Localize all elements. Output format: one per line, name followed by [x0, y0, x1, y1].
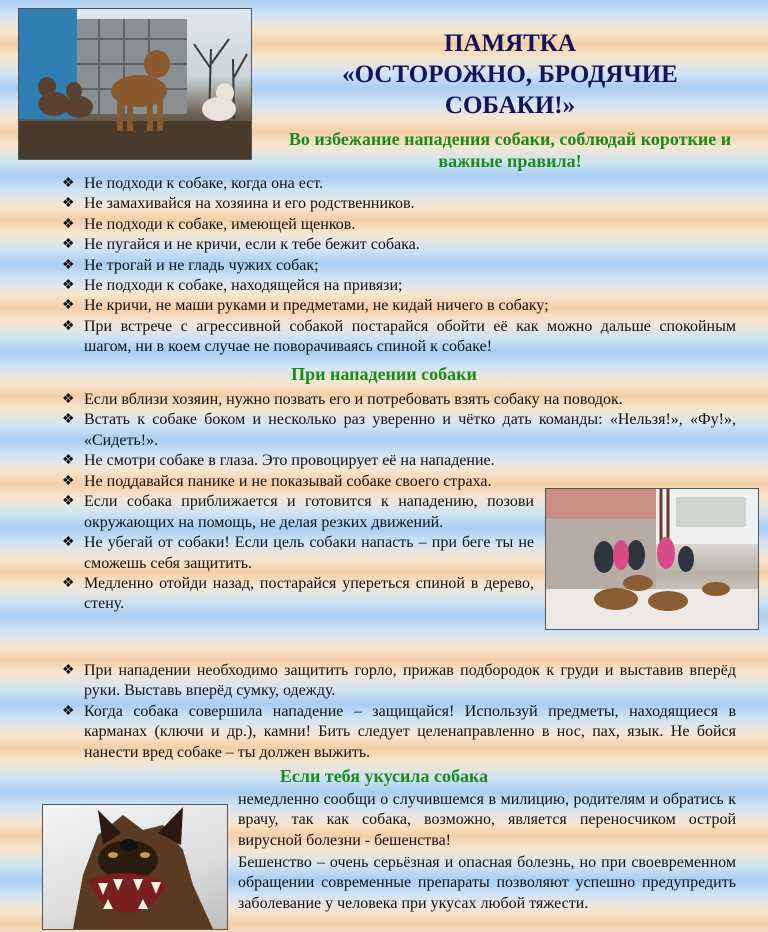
bullet-icon: ❖	[62, 703, 75, 719]
list-item: ❖ Не подходи к собаке, находящейся на привязи;	[62, 276, 736, 296]
list-item: ❖ При нападении необходимо защитить горло, прижав подбородок к груди и выставив вперёд руки. Выставь вперёд сумку, одежду.	[62, 662, 736, 700]
bullet-icon: ❖	[62, 392, 75, 407]
bullet-icon: ❖	[62, 216, 75, 232]
list-item: ❖ Если вблизи хозяин, нужно позвать его и потребовать взять собаку на поводок.	[62, 390, 736, 410]
list-item: ❖ При встрече с агрессивной собакой постарайся обойти её как можно дальше спокойным шагом, ни в коем случае не поворачиваясь спиной к собаке!	[62, 317, 736, 356]
attack-heading: При нападении собаки	[291, 364, 477, 384]
bullet-icon: ❖	[62, 474, 75, 489]
stray-dogs-photo	[18, 8, 252, 160]
bullet-icon: ❖	[62, 412, 75, 428]
list-item: ❖ Медленно отойди назад, постарайся упереться спиной в дерево, стену.	[62, 575, 534, 613]
bullet-icon: ❖	[62, 663, 75, 678]
subtitle: Во избежание нападения собаки, соблюдай короткие и важные правила!	[288, 129, 732, 171]
attack-rules-list-wide	[62, 661, 736, 763]
page-title-line-3: СОБАКИ!»	[444, 92, 576, 119]
list-item: ❖ Не поддавайся панике и не показывай собаке своего страха.	[62, 472, 534, 492]
attack-rules-list-narrow	[62, 472, 534, 615]
page-title-line-2: «ОСТОРОЖНО, БРОДЯЧИЕ	[342, 61, 678, 88]
bullet-icon: ❖	[62, 257, 75, 273]
list-item: ❖ Не трогай и не гладь чужих собак;	[62, 256, 736, 276]
bullet-icon: ❖	[62, 176, 75, 191]
rules-list	[62, 174, 736, 358]
list-item: ❖ Когда собака совершила нападение – защищайся! Используй предметы, находящиеся в карманах (ключи и др.), камни! Бить следует целенаправленно в нос, пах, язык. Не бойся нанести вред собаке – ты должен выжить.	[62, 702, 736, 761]
list-item: ❖ Не подходи к собаке, имеющей щенков.	[62, 215, 736, 235]
page-title-line-1: ПАМЯТКА	[443, 30, 576, 57]
list-item: ❖ Не смотри собаке в глаза. Это провоцирует её на нападение.	[62, 451, 736, 471]
bullet-icon: ❖	[62, 576, 75, 592]
list-item: ❖ Не убегай от собаки! Если цель собаки напасть – при беге ты не сможешь себя защитить.	[62, 534, 534, 572]
bullet-icon: ❖	[62, 196, 75, 212]
angry-dog-photo	[42, 804, 228, 930]
list-item: ❖ Не подходи к собаке, когда она ест.	[62, 174, 736, 194]
list-item: ❖ Не пугайся и не кричи, если к тебе бежит собака.	[62, 235, 736, 255]
bullet-icon: ❖	[62, 298, 75, 314]
list-item: ❖ Если собака приближается и готовится к нападению, позови окружающих на помощь, не делая резких движений.	[62, 493, 534, 531]
bullet-icon: ❖	[62, 318, 75, 334]
list-item: ❖ Не замахивайся на хозяина и его родственников.	[62, 194, 736, 214]
bullet-icon: ❖	[62, 535, 75, 551]
bullet-icon: ❖	[62, 494, 75, 510]
bite-paragraph-2: Бешенство – очень серьёзная и опасная болезнь, но при своевременном обращении современные препараты позволяют успешно предупредить заболевание у человека при укусах любой тяжести.	[238, 854, 736, 912]
attack-rules-list	[62, 390, 736, 472]
list-item: ❖ Не кричи, не маши руками и предметами, не кидай ничего в собаку;	[62, 296, 736, 316]
bite-heading: Если тебя укусила собака	[279, 766, 489, 786]
bite-paragraph-1: немедленно сообщи о случившемся в милицию, родителям и обратись к врачу, так как собака, возможно, является переносчиком острой вирусной болезни - бешенства!	[238, 791, 736, 849]
bullet-icon: ❖	[62, 278, 75, 294]
list-item: ❖ Встать к собаке боком и несколько раз уверенно и чётко дать команды: «Нельзя!», «Фу!», «Сидеть!».	[62, 411, 736, 449]
bullet-icon: ❖	[62, 453, 75, 469]
children-with-dogs-photo	[545, 488, 759, 630]
bullet-icon: ❖	[62, 237, 75, 253]
